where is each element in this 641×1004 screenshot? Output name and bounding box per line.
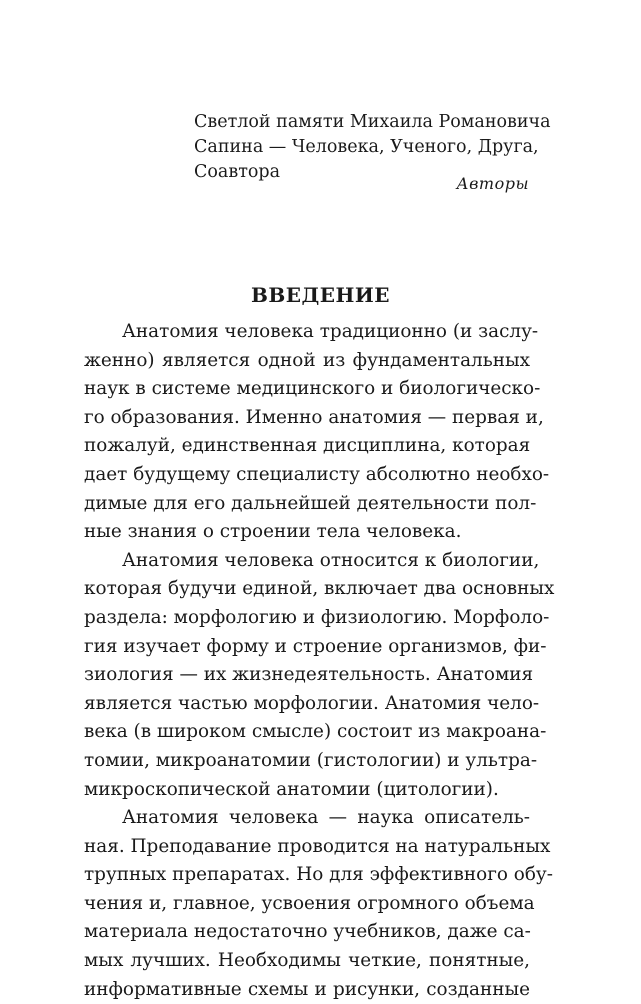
paragraph-line: Анатомия человека традиционно (и заслу- bbox=[122, 321, 539, 342]
paragraph-line: ные знания о строении тела человека. bbox=[84, 521, 462, 543]
paragraph-line: пожалуй, единственная дисциплина, которая bbox=[84, 435, 531, 457]
paragraph-line: мых лучших. Необходимы четкие, понятные, bbox=[84, 950, 530, 972]
paragraph-line: гия изучает форму и строение организмов, фи- bbox=[84, 635, 547, 657]
dedication-signature: Авторы bbox=[456, 174, 529, 193]
body-text bbox=[84, 318, 555, 1004]
dedication-line: Сапина — Человека, Ученого, Друга, bbox=[194, 137, 539, 157]
paragraph-line: зиология — их жизнедеятельность. Анатомия bbox=[84, 664, 534, 686]
paragraph-line: го образования. Именно анатомия — первая и, bbox=[84, 406, 544, 428]
paragraph-line: века (в широком смысле) состоит из макроана- bbox=[84, 721, 547, 743]
paragraph-line: является частью морфологии. Анатомия чело- bbox=[84, 692, 540, 714]
paragraph-line: томии, микроанатомии (гистологии) и ультра- bbox=[84, 749, 538, 771]
paragraph-line: Анатомия человека относится к биологии, bbox=[122, 549, 540, 571]
paragraph-line: ная. Преподавание проводится на натуральных bbox=[84, 835, 551, 857]
paragraph-line: чения и, главное, усвоения огромного объема bbox=[84, 892, 535, 914]
chapter-heading: ВВЕДЕНИЕ bbox=[250, 283, 391, 307]
paragraph-line: Анатомия человека — наука описатель- bbox=[122, 807, 530, 829]
paragraph-line: микроскопической анатомии (цитологии). bbox=[84, 778, 499, 800]
dedication-line: Светлой памяти Михаила Романовича bbox=[194, 112, 551, 132]
paragraph-line: женно) является одной из фундаментальных bbox=[84, 349, 530, 371]
paragraph-line: дает будущему специалисту абсолютно необхо- bbox=[84, 463, 550, 485]
paragraph-line: наук в системе медицинского и биологическо- bbox=[84, 378, 541, 400]
paragraph-line: раздела: морфологию и физиологию. Морфоло- bbox=[84, 606, 550, 628]
paragraph-line: димые для его дальнейшей деятельности пол- bbox=[84, 492, 537, 514]
paragraph-line: информативные схемы и рисунки, созданные bbox=[84, 978, 530, 1000]
dedication-line: Соавтора bbox=[194, 162, 281, 182]
paragraph-line: материала недостаточно учебников, даже са- bbox=[84, 921, 531, 943]
paragraph-line: трупных препаратах. Но для эффективного обу- bbox=[84, 864, 553, 886]
paragraph-line: которая будучи единой, включает два основных bbox=[84, 578, 555, 600]
